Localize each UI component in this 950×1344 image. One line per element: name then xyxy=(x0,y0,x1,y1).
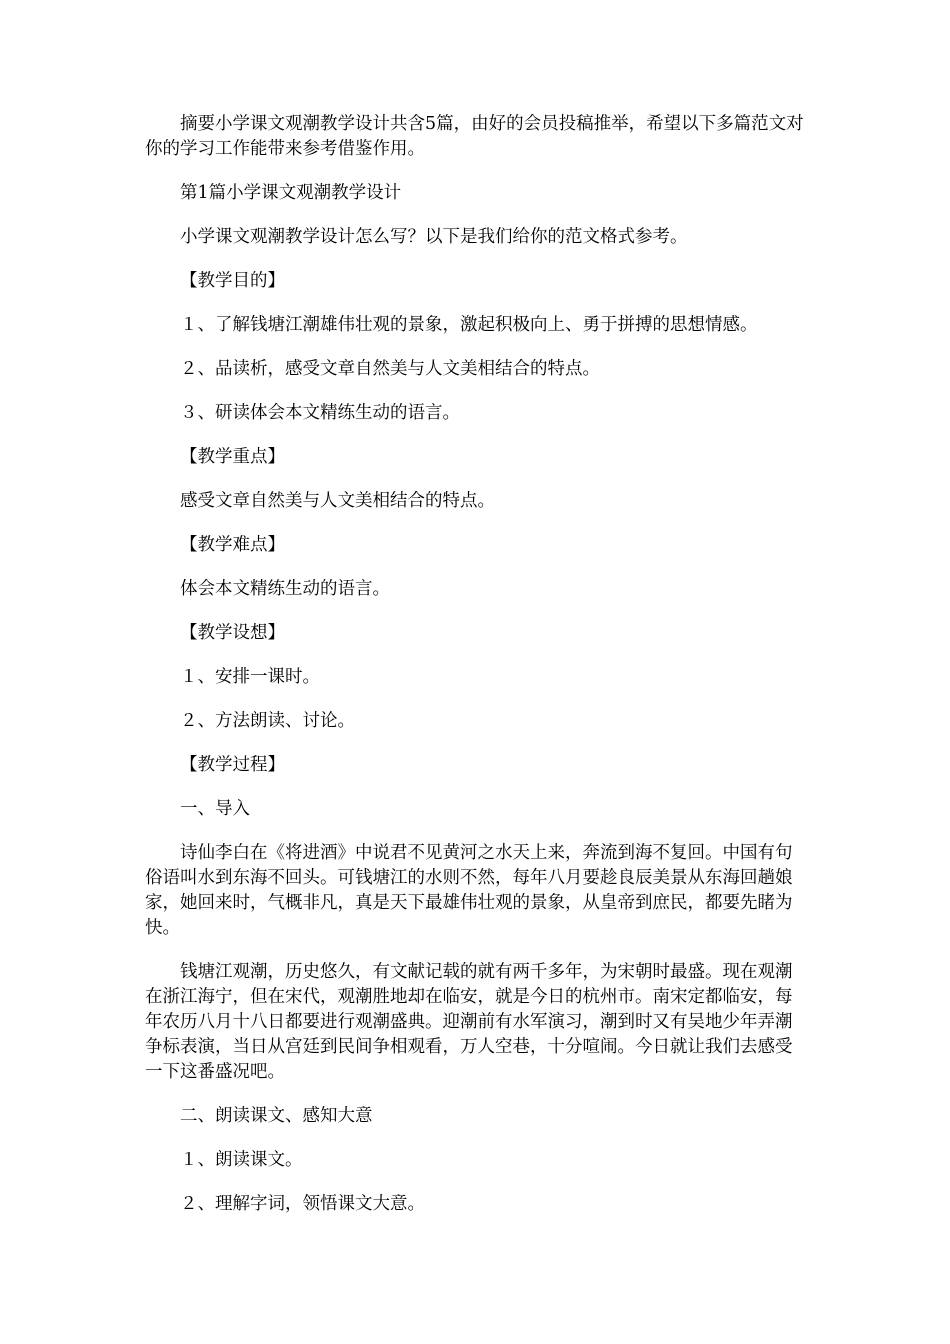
body-paragraph: 诗仙李白在《将进酒》中说君不见黄河之水天上来，奔流到海不复回。中国有句俗语叫水到东海不回头。可钱塘江的水则不然，每年八月要趁良辰美景从东海回趟娘家，她回来时，气概非凡，真是天下最雄伟壮观的景象，从皇帝到庶民，都要先睹为快。 xyxy=(145,843,793,938)
process-item: １、朗读课文。 xyxy=(180,1150,303,1170)
objective-item: ２、品读析，感受文章自然美与人文美相结合的特点。 xyxy=(180,359,600,379)
plan-item: ２、方法朗读、讨论。 xyxy=(180,711,355,731)
key-point-text: 感受文章自然美与人文美相结合的特点。 xyxy=(180,491,495,511)
process-item: ２、理解字词，领悟课文大意。 xyxy=(180,1194,425,1214)
section-heading-process: 【教学过程】 xyxy=(180,755,285,775)
section-heading-difficulties: 【教学难点】 xyxy=(180,535,285,555)
section-heading-key-points: 【教学重点】 xyxy=(180,447,285,467)
process-step-heading: 一、导入 xyxy=(180,799,250,819)
objective-item: ３、研读体会本文精练生动的语言。 xyxy=(180,403,460,423)
objective-item: １、了解钱塘江潮雄伟壮观的景象，激起积极向上、勇于拼搏的思想情感。 xyxy=(180,315,758,335)
article-title: 第1篇小学课文观潮教学设计 xyxy=(180,183,402,203)
intro-paragraph: 小学课文观潮教学设计怎么写？以下是我们给你的范文格式参考。 xyxy=(180,227,688,247)
section-heading-objectives: 【教学目的】 xyxy=(180,271,285,291)
process-step-heading: 二、朗读课文、感知大意 xyxy=(180,1106,373,1126)
plan-item: １、安排一课时。 xyxy=(180,667,320,687)
summary-paragraph: 摘要小学课文观潮教学设计共含5篇，由好的会员投稿推举，希望以下多篇范文对你的学习工作能带来参考借鉴作用。 xyxy=(145,114,804,159)
body-paragraph: 钱塘江观潮，历史悠久，有文献记载的就有两千多年，为宋朝时最盛。现在观潮在浙江海宁，但在宋代，观潮胜地却在临安，就是今日的杭州市。南宋定都临安，每年农历八月十八日都要进行观潮盛典。迎潮前有水军演习，潮到时又有吴地少年弄潮争标表演，当日从宫廷到民间争相观看，万人空巷，十分喧闹。今日就让我们去感受一下这番盛况吧。 xyxy=(145,962,793,1082)
section-heading-plan: 【教学设想】 xyxy=(180,623,285,643)
document-body xyxy=(145,112,805,1236)
difficulty-text: 体会本文精练生动的语言。 xyxy=(180,579,390,599)
